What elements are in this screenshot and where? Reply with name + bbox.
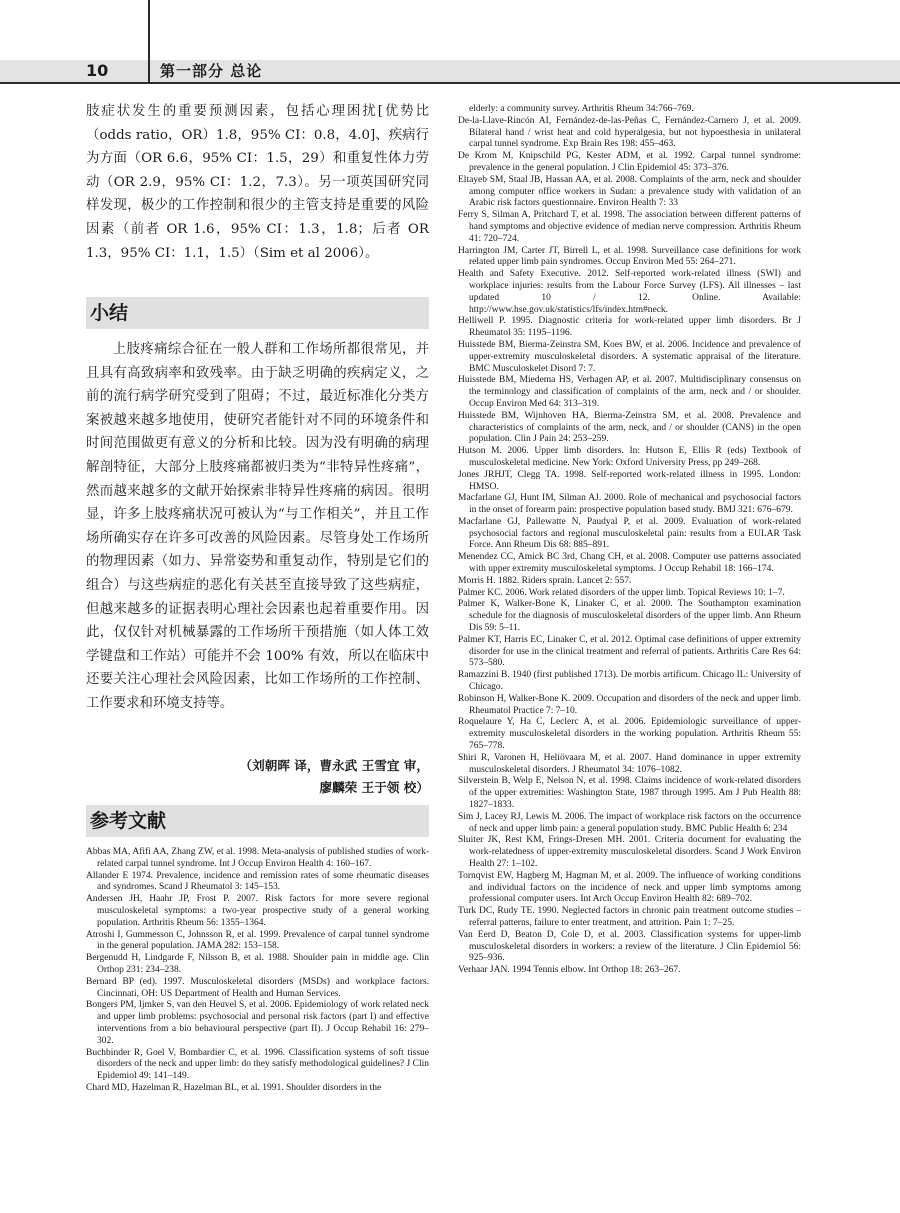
reference-entry: Menendez CC, Amick BC 3rd, Chang CH, et al. 2008. Computer use patterns associated with upper extremity musculoskeletal symptoms. J Occup Rehabil 18: 166–174. [458, 552, 801, 575]
reference-entry: Health and Safety Executive. 2012. Self-reported work-related illness (SWI) and workplace injuries: results from the Labour Force Survey (LFS). All illnesses – last updated 10 / 12. Online. Available: http://www.hse.gov.uk/statistics/lfs/index.htm#neck. [458, 269, 801, 315]
left-column [86, 100, 429, 265]
summary-heading: 小结 [86, 297, 429, 329]
reference-entry: Macfarlane GJ, Pallewatte N, Paudyal P, et al. 2009. Evaluation of work-related psychosocial factors and regional musculoskeletal pain: results from a EULAR Task Force. Ann Rheum Dis 68: 885–891. [458, 516, 801, 551]
reference-entry: Shiri R, Varonen H, Heliövaara M, et al. 2007. Hand dominance in upper extremity musculoskeletal disorders. J Rheumatol 34: 1076–1082. [458, 752, 801, 775]
reference-entry: Chard MD, Hazelman R, Hazelman BL, et al. 1991. Shoulder disorders in the [86, 1082, 382, 1093]
reference-entry: Huisstede BM, Miedema HS, Verhagen AP, et al. 2007. Multidisciplinary consensus on the terminology and classification of complaints of the arm, neck and / or shoulder. Occup Environ Med 64: 313–319. [458, 375, 801, 409]
reference-entry: Robinson H, Walker-Bone K. 2009. Occupation and disorders of the neck and upper limb. Rheumatol Practice 7: 7–10. [458, 693, 801, 716]
reference-entry: Bergenudd H, Lindgarde F, Nilsson B, et al. 1988. Shoulder pain in middle age. Clin Orthop 231: 234–238. [86, 953, 429, 975]
reference-entry: Verhaar JAN. 1994 Tennis elbow. Int Orthop 18: 263–267. [458, 965, 681, 976]
reference-entry: Tornqvist EW, Hagberg M, Hagman M, et al. 2009. The influence of working conditions and individual factors on the incidence of neck and upper limb symptoms among professional computer users. Int Arch Occup Environ Health 82: 689–702. [458, 870, 801, 905]
reference-entry: Bernard BP (ed). 1997. Musculoskeletal disorders (MSDs) and workplace factors. Cincinnati, OH: US Department of Health and Human Services. [86, 976, 429, 999]
references-left [86, 847, 429, 1095]
reference-entry: Allander E 1974. Prevalence, incidence and remission rates of some rheumatic diseases and syndromes. Scand J Rheumatol 3: 145–153. [86, 870, 429, 893]
reference-list-left [86, 847, 429, 1095]
reference-entry: Ferry S, Silman A, Pritchard T, et al. 1998. The association between different patterns of hand symptoms and objective evidence of median nerve compression. Arthritis Rheum 41: 720–724. [458, 210, 801, 244]
reference-entry: Harrington JM, Carter JT, Birrell L, et al. 1998. Surveillance case definitions for work related upper limb pain syndromes. Occup Environ Med 55: 264–271. [458, 245, 801, 268]
reference-entry: Helliwell P. 1995. Diagnostic criteria for work-related upper limb disorders. Br J Rheumatol 35: 1195–1196. [458, 316, 801, 339]
reference-entry: Morris H. 1882. Riders sprain. Lancet 2: 557. [458, 575, 632, 586]
reference-entry: De Krom M, Knipschild PG, Kester ADM, et al. 1992. Carpal tunnel syndrome: prevalence in the general population. J Clin Epidemiol 45: 373–376. [458, 151, 801, 173]
reference-entry: Macfarlane GJ, Hunt IM, Silman AJ. 2000. Role of mechanical and psychosocial factors in the onset of forearm pain: prospective population based study. BMJ 321: 676–679. [458, 493, 801, 516]
reference-entry: Silverstein B, Welp E, Nelson N, et al. 1998. Claims incidence of work-related disorders of the upper extremities: Washington State, 1987 through 1995. Am J Pub Health 88: 1827–1833. [458, 776, 801, 811]
references-heading: 参考文献 [86, 805, 429, 837]
reference-entry: Bongers PM, Ijmker S, van den Heuvel S, et al. 2006. Epidemiology of work related neck and upper limb problems: psychosocial and personal risk factors (part I) and effective interventions from a bio behavioural perspective (part II). J Occup Rehabil 16: 279–302. [86, 1000, 429, 1046]
references-right [458, 104, 801, 977]
summary-paragraph: 上肢疼痛综合征在一般人群和工作场所都很常见，并且具有高致病率和致残率。由于缺乏明确的疾病定义，之前的流行病学研究受到了阻碍；不过，最近标准化分类方案被越来越多地使用，使研究者能针对不同的环境条件和时间范围做更有意义的分析和比较。因为没有明确的病理解剖特征，大部分上肢疼痛都被归类为“非特异性疼痛”，然而越来越多的文献开始探索非特异性疼痛的病因。很明显，许多上肢疼痛状况可被认为“与工作相关”，并且工作场所确实存在许多可改善的风险因素。尽管身处工作场所的物理因素（如力、异常姿势和重复动作，特别是它们的组合）与这些病症的恶化有关甚至直接导致了这些病症，但越来越多的证据表明心理社会因素也起着重要作用。因此，仅仅针对机械暴露的工作场所干预措施（如人体工效学键盘和工作站）可能并不会 100% 有效，所以在临床中还要关注心理社会风险因素，比如工作场所的工作控制、工作要求和环境支持等。 [86, 342, 429, 711]
reference-entry: Eltayeb SM, Staal JB, Hassan AA, et al. 2008. Complaints of the arm, neck and shoulder among computer office workers in Sudan: a prevalence study with validation of an Arabic risk factors questionnaire. Environ Health 7: 33 [458, 174, 801, 209]
reference-list-right [458, 116, 801, 977]
running-header-bar [0, 60, 900, 84]
reference-entry: De-la-Llave-Rincón AI, Fernández-de-las-Peñas C, Fernández-Carnero J, et al. 2009. Bilateral hand / wrist heat and cold hyperalgesia, but not hypoesthesia in unilateral carpal tunnel syndrome. Exp Brain Res 198: 455–463. [458, 115, 801, 150]
credits-line-1: （刘朝晖 译，曹永武 王雪宜 审， [239, 758, 429, 773]
reference-entry: Sim J, Lacey RJ, Lewis M. 2006. The impact of workplace risk factors on the occurrence of neck and upper limb pain: a general population study. BMC Public Health 6: 234 [458, 811, 801, 834]
chapter-title: 第一部分 总论 [160, 62, 263, 80]
header-divider [148, 0, 150, 82]
credits-line-2: 廖麟荣 王于领 校） [319, 780, 429, 795]
reference-entry: Atroshi I, Gummesson C, Johnsson R, et al. 1999. Prevalence of carpal tunnel syndrome in the general population. JAMA 282: 153–158. [86, 929, 429, 952]
summary-body [86, 338, 429, 716]
reference-entry: Sluiter JK, Rest KM, Frings-Dresen MH. 2001. Criteria document for evaluating the work-relatedness of upper-extremity musculoskeletal disorders. Scand J Work Environ Health 27: 1–102. [458, 835, 801, 869]
reference-entry: Turk DC, Rudy TE. 1990. Neglected factors in chronic pain treatment outcome studies – referral patterns, failure to enter treatment, and attrition. Pain 1: 7–25. [458, 906, 801, 928]
reference-continuation: elderly: a community survey. Arthritis Rheum 34:766–769. [469, 104, 694, 114]
reference-entry: Ramazzini B. 1940 (first published 1713). De morbis artificum. Chicago IL: University of Chicago. [458, 670, 801, 693]
reference-entry: Jones JRHJT, Clegg TA. 1998. Self-reported work-related illness in 1995. London: HMSO. [458, 469, 801, 492]
reference-entry: Palmer KT, Harris EC, Linaker C, et al. 2012. Optimal case definitions of upper extremity disorder for use in the clinical treatment and referral of patients. Arthritis Care Res 64: 573–580. [458, 634, 801, 669]
reference-entry: Roquelaure Y, Ha C, Leclerc A, et al. 2006. Epidemiologic surveillance of upper-extremity musculoskeletal disorders in the working population. Arthritis Rheum 55: 765–778. [458, 717, 801, 752]
reference-entry: Huisstede BM, Bierma-Zeinstra SM, Koes BW, et al. 2006. Incidence and prevalence of upper-extremity musculoskeletal disorders. A systematic appraisal of the literature. BMC Musculoskelet Disord 7: 7. [458, 339, 801, 374]
reference-entry: Huisstede BM, Wijnhoven HA, Bierma-Zeinstra SM, et al. 2008. Prevalence and characteristics of complaints of the arm, neck, and / or shoulder (CANS) in the open population. Clin J Pain 24: 253–259. [458, 410, 801, 445]
page-number: 10 [86, 61, 109, 80]
reference-entry: Andersen JH, Haahr JP, Frost P. 2007. Risk factors for more severe regional musculoskeletal symptoms: a two-year prospective study of a general working population. Arthritis Rheum 56: 1355–1364. [86, 894, 429, 928]
reference-entry: Hutson M. 2006. Upper limb disorders. In: Hutson E, Ellis R (eds) Textbook of musculoskeletal medicine. New York: Oxford University Press, pp 249–268. [458, 446, 801, 468]
reference-entry: Abbas MA, Afifi AA, Zhang ZW, et al. 1998. Meta-analysis of published studies of work-related carpal tunnel syndrome. Int J Occup Environ Health 4: 160–167. [86, 847, 429, 869]
reference-entry: Palmer K, Walker-Bone K, Linaker C, et al. 2000. The Southampton examination schedule for the diagnosis of musculoskeletal disorders of the upper limb. Ann Rheum Dis 59: 5–11. [458, 599, 801, 634]
reference-entry: Buchbinder R, Goel V, Bombardier C, et al. 1996. Classification systems of soft tissue disorders of the neck and upper limb: do they satisfy methodological guidelines? J Clin Epidemiol 49: 141–149. [86, 1047, 429, 1082]
reference-entry: Palmer KC. 2006. Work related disorders of the upper limb. Topical Reviews 10: 1–7. [458, 587, 785, 598]
translator-credits [86, 755, 429, 799]
reference-entry: Van Eerd D, Beaton D, Cole D, et al. 2003. Classification systems for upper-limb musculoskeletal disorders in workers: a review of the literature. J Clin Epidemiol 56: 925–936. [458, 929, 801, 964]
intro-paragraph: 肢症状发生的重要预测因素，包括心理困扰[优势比（odds ratio，OR）1.8，95% CI：0.8，4.0]、疾病行为方面（OR 6.6，95% CI：1.5，29）和重复性体力劳动（OR 2.9，95% CI：1.2，7.3）。另一项英国研究同样发现，极少的工作控制和很少的主管支持是重要的风险因素（前者 OR 1.6，95% CI：1.3，1.8；后者 OR 1.3，95% CI：1.1，1.5）（Sim et al 2006）。 [86, 104, 429, 261]
